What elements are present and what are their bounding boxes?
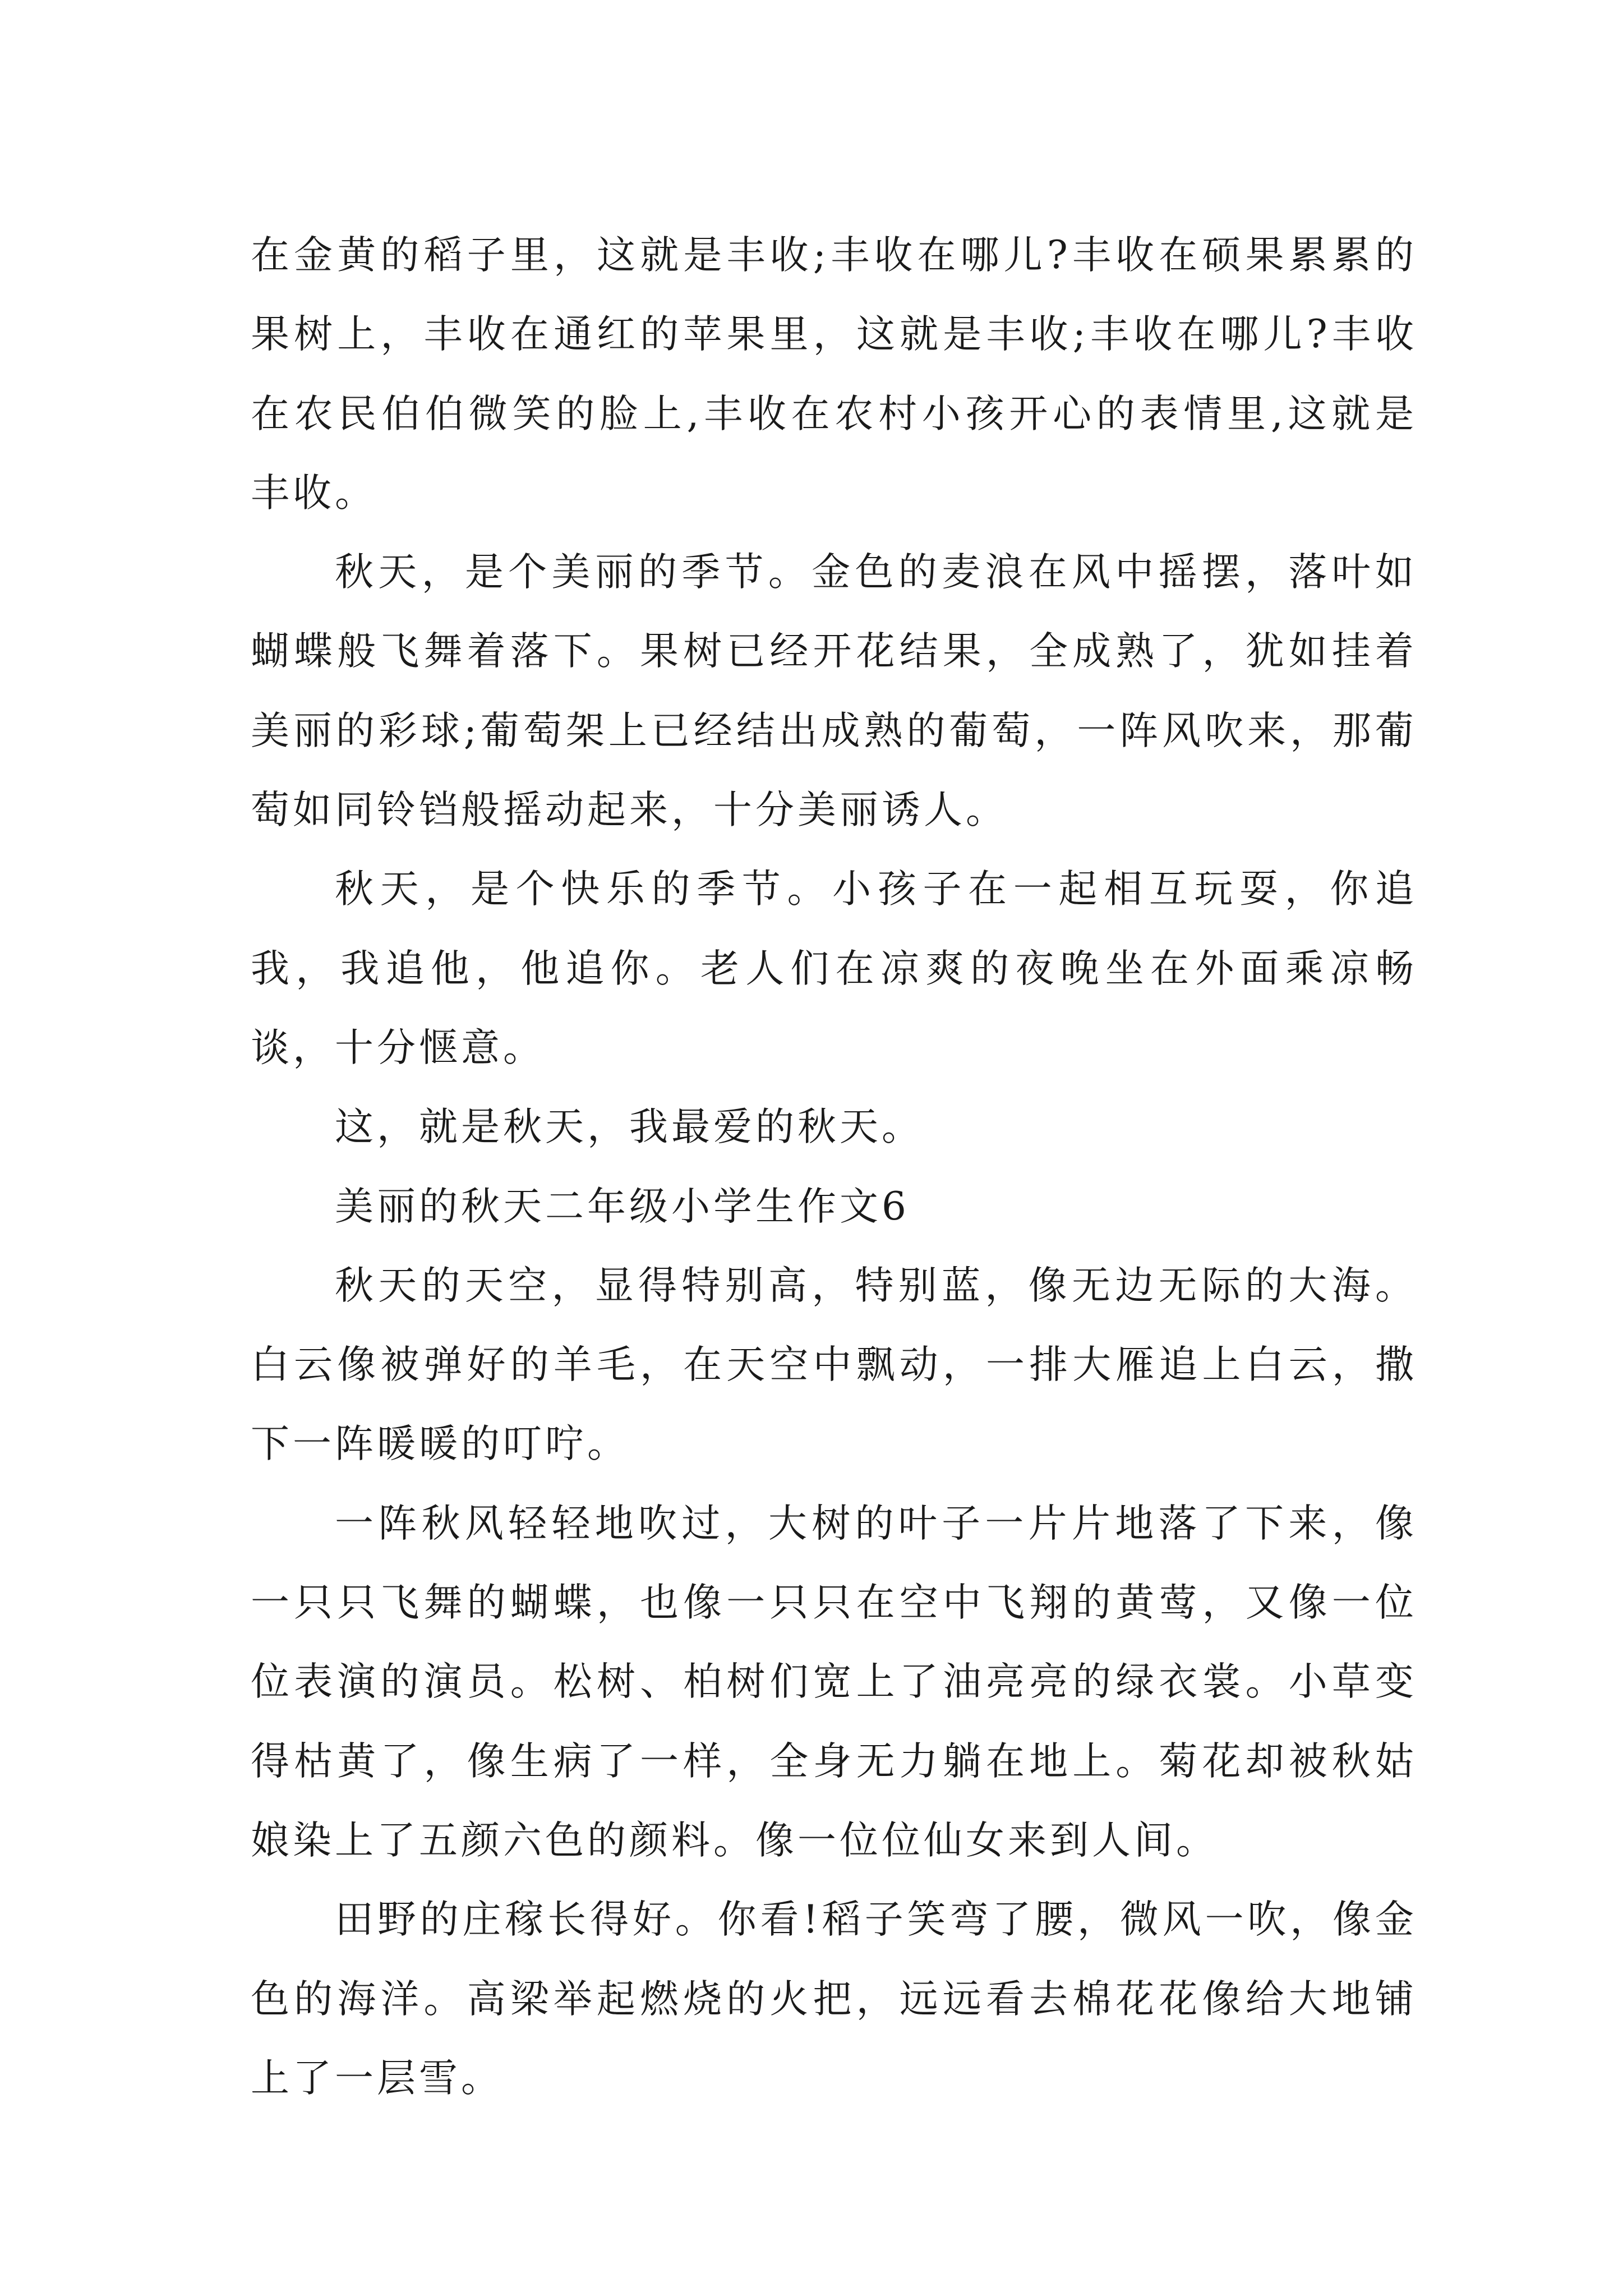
paragraph: 秋天，是个快乐的季节。小孩子在一起相互玩耍，你追我，我追他，他追你。老人们在凉爽的夜晚坐在外面乘凉畅谈，十分惬意。 [251,867,1417,1070]
document-body [251,216,1417,2118]
paragraph: 秋天，是个美丽的季节。金色的麦浪在风中摇摆，落叶如蝴蝶般飞舞着落下。果树已经开花结果，全成熟了，犹如挂着美丽的彩球;葡萄架上已经结出成熟的葡萄，一阵风吹来，那葡萄如同铃铛般摇动起来，十分美丽诱人。 [251,550,1417,833]
section-heading: 美丽的秋天二年级小学生作文6 [335,1184,910,1229]
paragraph: 田野的庄稼长得好。你看!稻子笑弯了腰，微风一吹，像金色的海洋。高梁举起燃烧的火把，远远看去棉花花像给大地铺上了一层雪。 [251,1897,1417,2101]
paragraph: 在金黄的稻子里，这就是丰收;丰收在哪儿?丰收在硕果累累的果树上，丰收在通红的苹果里，这就是丰收;丰收在哪儿?丰收在农民伯伯微笑的脸上,丰收在农村小孩开心的表情里,这就是丰收。 [251,233,1417,516]
paragraph: 这，就是秋天，我最爱的秋天。 [335,1105,924,1150]
paragraph: 一阵秋风轻轻地吹过，大树的叶子一片片地落了下来，像一只只飞舞的蝴蝶，也像一只只在空中飞翔的黄莺，又像一位位表演的演员。松树、柏树们宽上了油亮亮的绿衣裳。小草变得枯黄了，像生病了一样，全身无力躺在地上。菊花却被秋姑娘染上了五颜六色的颜料。像一位位仙女来到人间。 [251,1501,1417,1863]
paragraph: 秋天的天空，显得特别高，特别蓝，像无边无际的大海。白云像被弹好的羊毛，在天空中飘动，一排大雁追上白云，撒下一阵暖暖的叮咛。 [251,1263,1417,1467]
